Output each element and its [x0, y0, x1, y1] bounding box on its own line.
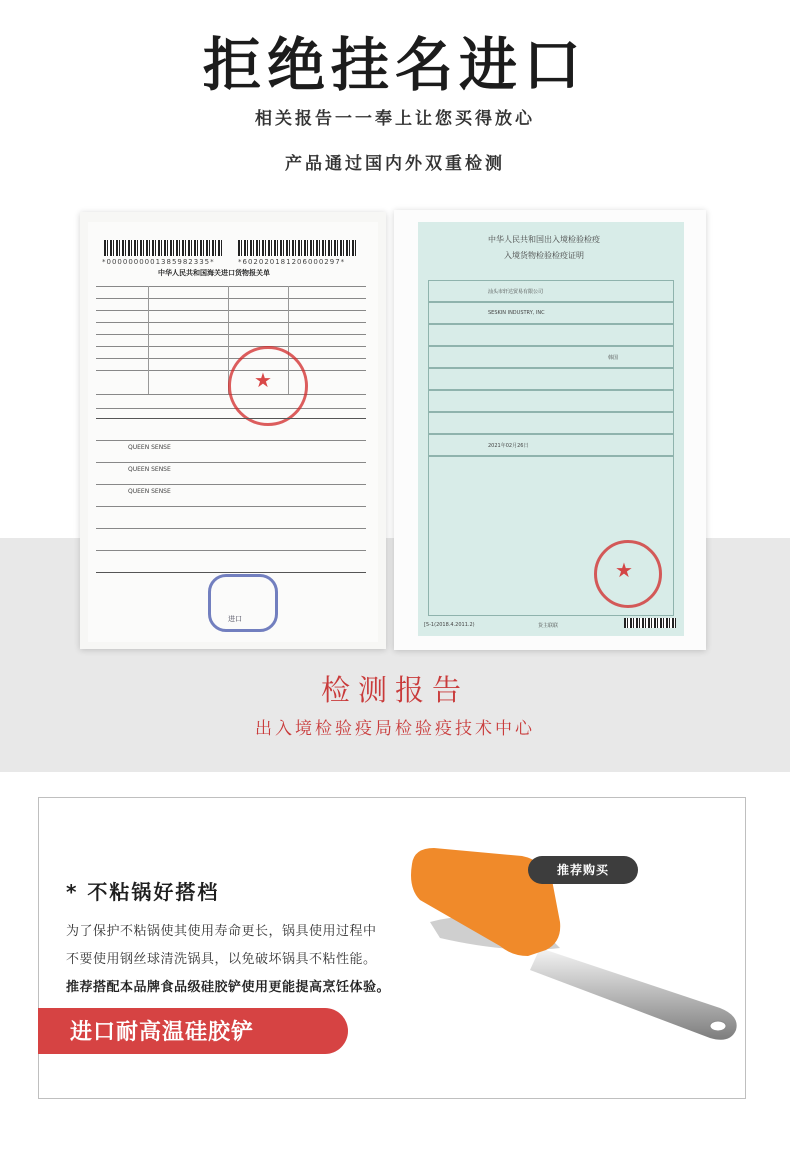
- certificate-footer-copy: 货主联联: [538, 623, 559, 629]
- goods-table-rule: [96, 506, 366, 507]
- goods-product-name: QUEEN SENSE: [128, 466, 171, 473]
- spatula-handle: [530, 948, 737, 1040]
- report-subtitle: 出入境检验疫局检验疫技术中心: [255, 719, 535, 739]
- feature-line-3: 推荐搭配本品牌食品级硅胶铲使用更能提高烹饪体验。: [66, 980, 391, 995]
- barcode-number-left: *0000000001385982335*: [102, 258, 215, 266]
- row-port: [428, 412, 674, 434]
- shipper-value: SESKIN INDUSTRY, INC: [488, 310, 545, 316]
- form-rule: [96, 286, 366, 287]
- form-rule: [96, 298, 366, 299]
- stamp-star-icon: ★: [254, 368, 272, 392]
- origin-value: 韩国: [608, 355, 619, 361]
- form-rule: [96, 322, 366, 323]
- form-rule: [96, 310, 366, 311]
- inspection-certificate-image: [394, 210, 706, 650]
- stamp-star-icon: ★: [615, 558, 633, 582]
- certificate-heading-2: 入境货物检验检疫证明: [504, 251, 584, 260]
- row-date: [428, 434, 674, 456]
- entry-date-value: 2021年02月26日: [488, 443, 529, 449]
- handle-hole: [710, 1021, 726, 1031]
- form-footer-rule: [96, 572, 366, 573]
- barcode-number-right: *602020181206000297*: [238, 258, 346, 266]
- row-shipper: [428, 302, 674, 324]
- goods-table-rule: [96, 440, 366, 441]
- form-column-rule: [148, 286, 149, 394]
- row-goods: [428, 324, 674, 346]
- stamp-text: 进口: [228, 615, 242, 623]
- agent-blue-stamp: [208, 574, 278, 632]
- recommend-buy-badge[interactable]: 推荐购买: [528, 856, 638, 884]
- form-rule: [96, 346, 366, 347]
- hero-title: 拒绝挂名进口: [202, 31, 587, 99]
- goods-table-rule: [96, 462, 366, 463]
- row-consignee: [428, 280, 674, 302]
- barcode-left: [104, 240, 222, 256]
- inspection-certificate-paper: [418, 222, 684, 636]
- hero-subtitle-testing: 产品通过国内外双重检测: [285, 154, 505, 174]
- barcode-right: [238, 240, 358, 256]
- form-rule: [96, 408, 366, 409]
- customs-declaration-image: [80, 212, 386, 649]
- feature-line-1: 为了保护不粘锅使其使用寿命更长，锅具使用过程中: [66, 924, 377, 939]
- feature-line-2: 不要使用钢丝球清洗锅具，以免破坏锅具不粘性能。: [66, 952, 377, 967]
- feature-title: * 不粘锅好搭档: [66, 880, 220, 904]
- goods-table-rule: [96, 484, 366, 485]
- row-package: [428, 346, 674, 368]
- row-contract: [428, 368, 674, 390]
- form-rule: [96, 358, 366, 359]
- spatula-banner-label: 进口耐高温硅胶铲: [70, 1020, 255, 1045]
- certificate-heading-1: 中华人民共和国出入境检验检疫: [488, 235, 600, 244]
- form-rule: [96, 334, 366, 335]
- report-title: 检测报告: [320, 673, 469, 707]
- customs-declaration-paper: [88, 222, 378, 642]
- goods-table-rule: [96, 418, 366, 419]
- certificate-barcode: [624, 618, 676, 628]
- customs-form-heading: 中华人民共和国海关进口货物报关单: [158, 269, 270, 277]
- certificate-footer-code: [5-1(2018.4.2011.2): [424, 622, 475, 628]
- goods-table-rule: [96, 528, 366, 529]
- goods-table-rule: [96, 550, 366, 551]
- spatula-banner: [38, 1008, 348, 1054]
- row-bill: [428, 390, 674, 412]
- goods-product-name: QUEEN SENSE: [128, 488, 171, 495]
- goods-product-name: QUEEN SENSE: [128, 444, 171, 451]
- consignee-value: 汕头市轩达贸易有限公司: [488, 289, 544, 295]
- hero-subtitle-reports: 相关报告一一奉上让您买得放心: [255, 109, 535, 129]
